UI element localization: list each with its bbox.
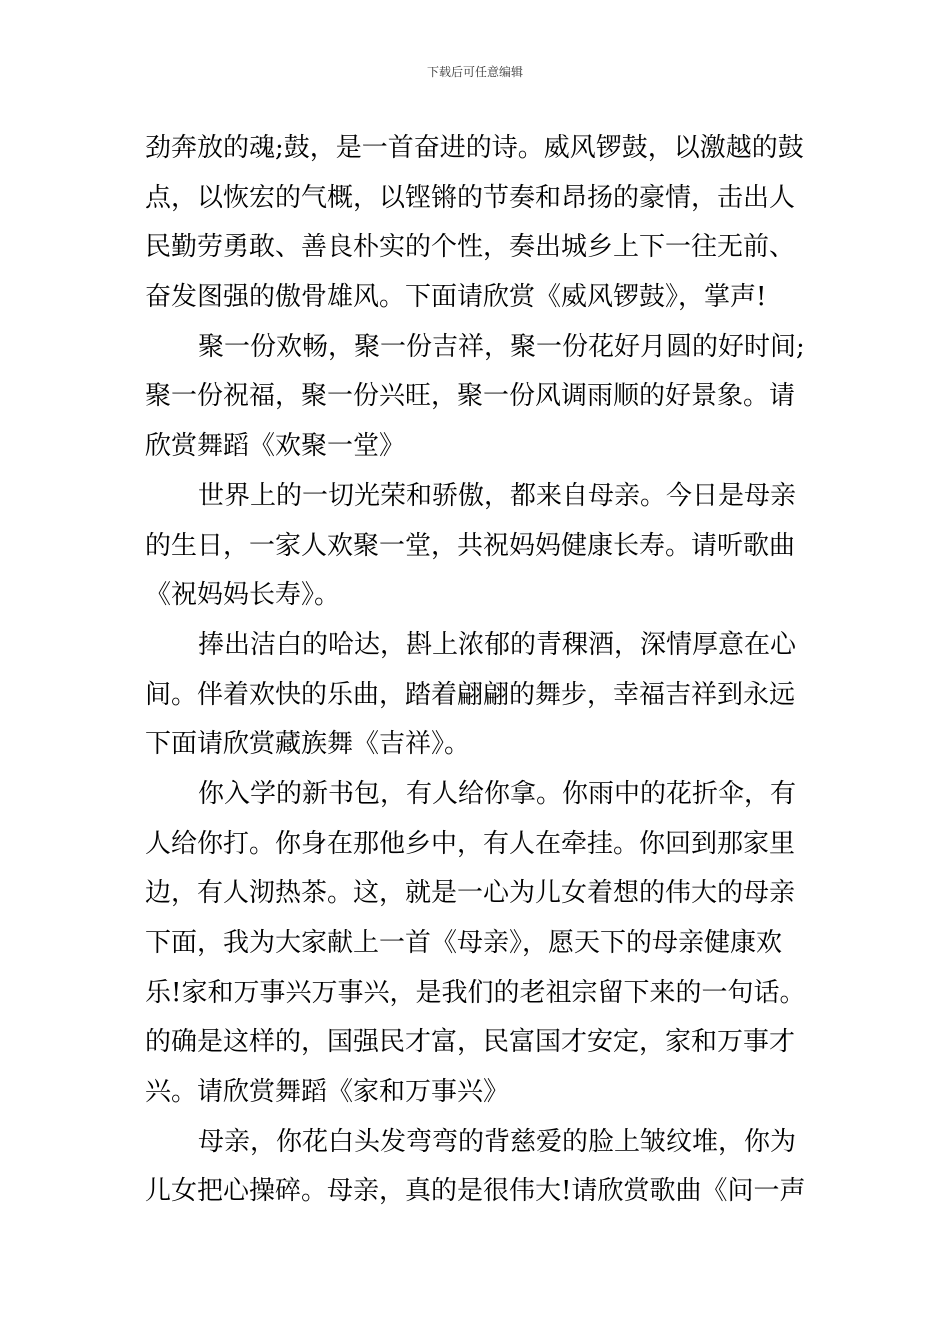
text-line: 劲奔放的魂;鼓，是一首奋进的诗。威风锣鼓，以激越的鼓 [145, 133, 804, 163]
text-line: 的生日，一家人欢聚一堂，共祝妈妈健康长寿。请听歌曲 [145, 530, 796, 561]
text-line: 聚一份欢畅，聚一份吉祥，聚一份花好月圆的好时间; [198, 331, 805, 362]
text-line: 你入学的新书包，有人给你拿。你雨中的花折伞，有 [198, 778, 797, 809]
text-line: 间。伴着欢快的乐曲，踏着翩翩的舞步，幸福吉祥到永远 [145, 679, 796, 710]
text-line: 乐!家和万事兴万事兴，是我们的老祖宗留下来的一句话。 [145, 977, 806, 1008]
text-line: 奋发图强的傲骨雄风。下面请欣赏《威风锣鼓》，掌声! [145, 282, 767, 313]
text-line: 点，以恢宏的气概，以铿锵的节奏和昂扬的豪情，击出人 [145, 182, 796, 213]
text-line: 下面，我为大家献上一首《母亲》，愿天下的母亲健康欢 [145, 928, 783, 958]
text-line: 兴。请欣赏舞蹈《家和万事兴》 [145, 1077, 510, 1108]
text-line: 的确是这样的，国强民才富，民富国才安定，家和万事才 [145, 1027, 796, 1058]
page-header: 下载后可任意编辑 [426, 65, 523, 79]
text-line: 欣赏舞蹈《欢聚一堂》 [145, 431, 406, 462]
text-line: 下面请欣赏藏族舞《吉祥》。 [145, 729, 471, 760]
text-line: 儿女把心操碎。母亲，真的是很伟大!请欣赏歌曲《问一声 [145, 1176, 806, 1207]
text-line: 《祝妈妈长寿》。 [145, 580, 341, 611]
text-line: 边，有人沏热茶。这，就是一心为儿女着想的伟大的母亲 [145, 878, 796, 909]
document-body [145, 124, 815, 1217]
text-line: 母亲，你花白头发弯弯的背慈爱的脸上皱纹堆，你为 [198, 1126, 797, 1157]
text-line: 聚一份祝福，聚一份兴旺，聚一份风调雨顺的好景象。请 [145, 381, 796, 412]
text-line: 人给你打。你身在那他乡中，有人在牵挂。你回到那家里 [145, 828, 796, 859]
text-line: 捧出洁白的哈达，斟上浓郁的青稞酒，深情厚意在心 [198, 629, 797, 660]
text-line: 世界上的一切光荣和骄傲，都来自母亲。今日是母亲 [198, 480, 797, 511]
text-line: 民勤劳勇敢、善良朴实的个性，奏出城乡上下一往无前、 [145, 232, 796, 263]
